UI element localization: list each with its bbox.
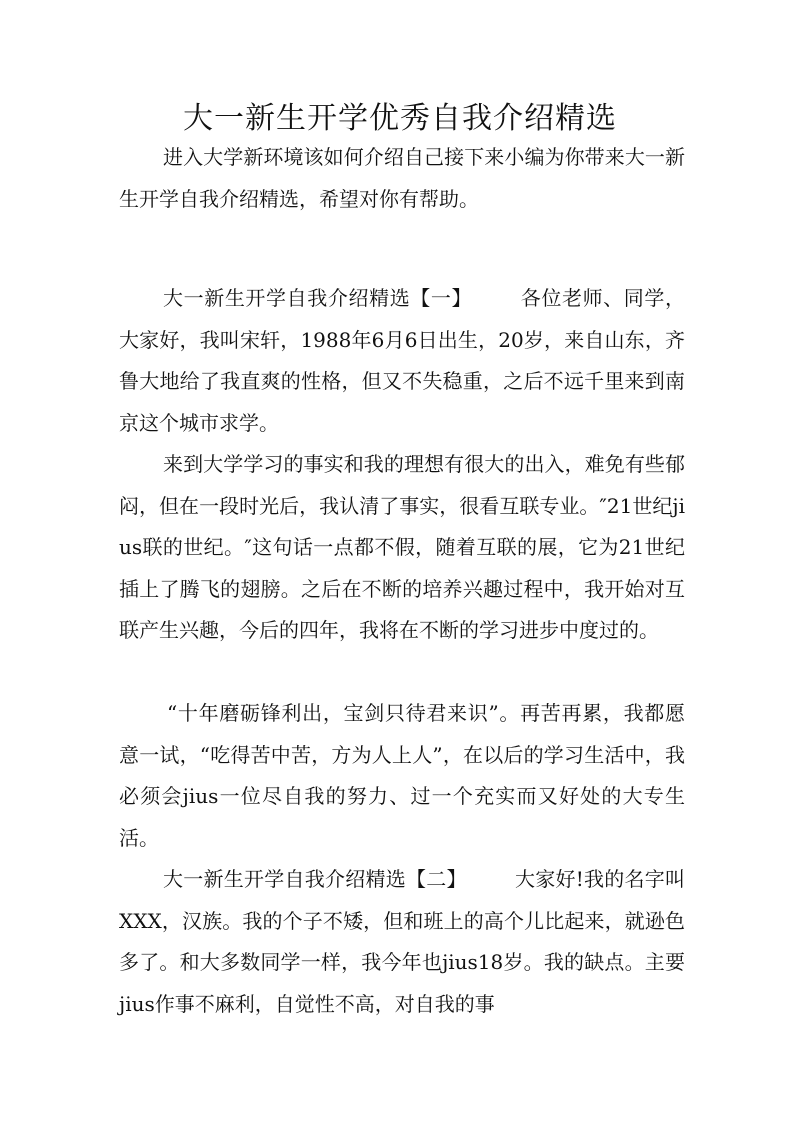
- section-2-heading: 大一新生开学自我介绍精选【二】: [163, 867, 467, 891]
- section-2-opening: 大家好!我的名字叫XXX，汉族。我的个子不矮，但和班上的高个儿比起来，就逊色多了。和大多数同学一样，我今年也jius18岁。我的缺点。主要jius作事不麻利，自觉性不高，对自我的事: [119, 867, 686, 1016]
- section-1-opening: 各位老师、同学，大家好，我叫宋轩，1988年6月6日出生，20岁，来自山东，齐鲁大地给了我直爽的性格，但又不失稳重，之后不远千里来到南京这个城市求学。: [119, 286, 686, 435]
- section-1-heading: 大一新生开学自我介绍精选【一】: [163, 286, 473, 310]
- intro-paragraph: 进入大学新环境该如何介绍自己接下来小编为你带来大一新生开学自我介绍精选，希望对你有帮助。: [119, 145, 685, 211]
- section-1-paragraph: [119, 278, 685, 444]
- document-title: 大一新生开学优秀自我介绍精选: [183, 101, 617, 136]
- body-paragraph-3: “十年磨砺锋利出，宝剑只待君来识”。再苦再累，我都愿意一试，“吃得苦中苦，方为人上人”，在以后的学习生活中，我必须会jius一位尽自我的努力、过一个充实而又好处的大专生活。: [119, 701, 685, 850]
- section-2-paragraph: [119, 859, 685, 1025]
- body-paragraph-2: 来到大学学习的事实和我的理想有很大的出入，难免有些郁闷，但在一段时光后，我认清了事实，很看互联专业。″21世纪jius联的世纪。″这句话一点都不假，随着互联的展，它为21世纪插上了腾飞的翅膀。之后在不断的培养兴趣过程中，我开始对互联产生兴趣，今后的四年，我将在不断的学习进步中度过的。: [119, 452, 685, 642]
